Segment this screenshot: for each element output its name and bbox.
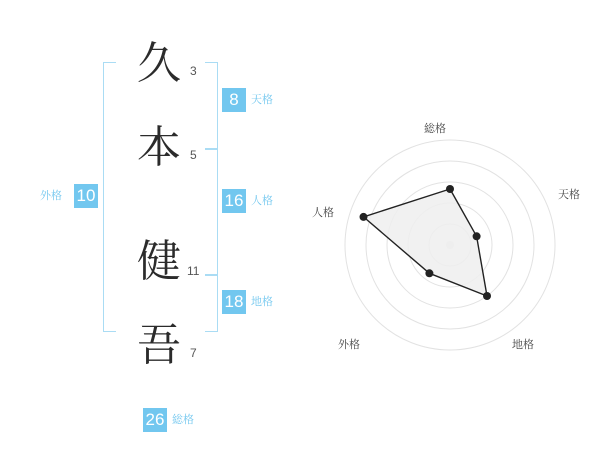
radar-chart-svg — [300, 0, 600, 470]
tenkaku-label: 天格 — [251, 93, 273, 106]
chikaku-value: 18 — [222, 290, 246, 314]
jinkaku-label: 人格 — [251, 194, 273, 207]
radar-chart — [300, 0, 600, 470]
name-diagram — [0, 0, 300, 470]
gaikaku-value: 10 — [74, 184, 98, 208]
axis-label-soukaku: 総格 — [424, 122, 446, 135]
chikaku-label: 地格 — [251, 295, 273, 308]
tenkaku-bracket — [205, 62, 218, 150]
axis-label-chikaku: 地格 — [512, 338, 534, 351]
name-char-1-strokes: 3 — [190, 64, 197, 78]
soukaku-value: 26 — [143, 408, 167, 432]
soukaku-label: 総格 — [172, 413, 194, 426]
name-char-4: 吾 — [137, 320, 181, 371]
name-char-4-strokes: 7 — [190, 346, 197, 360]
axis-label-jinkaku: 人格 — [312, 206, 334, 219]
radar-data-point — [473, 232, 481, 240]
name-char-2-strokes: 5 — [190, 148, 197, 162]
name-char-3-strokes: 11 — [187, 264, 200, 278]
tenkaku-value: 8 — [222, 88, 246, 112]
radar-data-point — [483, 292, 491, 300]
radar-data-point — [360, 213, 368, 221]
gaikaku-bracket — [103, 62, 116, 332]
radar-data-point — [425, 269, 433, 277]
jinkaku-bracket — [205, 148, 218, 276]
axis-label-tenkaku: 天格 — [558, 188, 580, 201]
name-char-1: 久 — [137, 38, 181, 89]
radar-data-point — [446, 185, 454, 193]
radar-data-polygon — [364, 189, 488, 296]
name-char-3: 健 — [137, 236, 181, 287]
gaikaku-label: 外格 — [40, 189, 62, 202]
chikaku-bracket — [205, 274, 218, 332]
name-char-2: 本 — [137, 122, 181, 173]
jinkaku-value: 16 — [222, 189, 246, 213]
axis-label-gaikaku: 外格 — [338, 338, 360, 351]
